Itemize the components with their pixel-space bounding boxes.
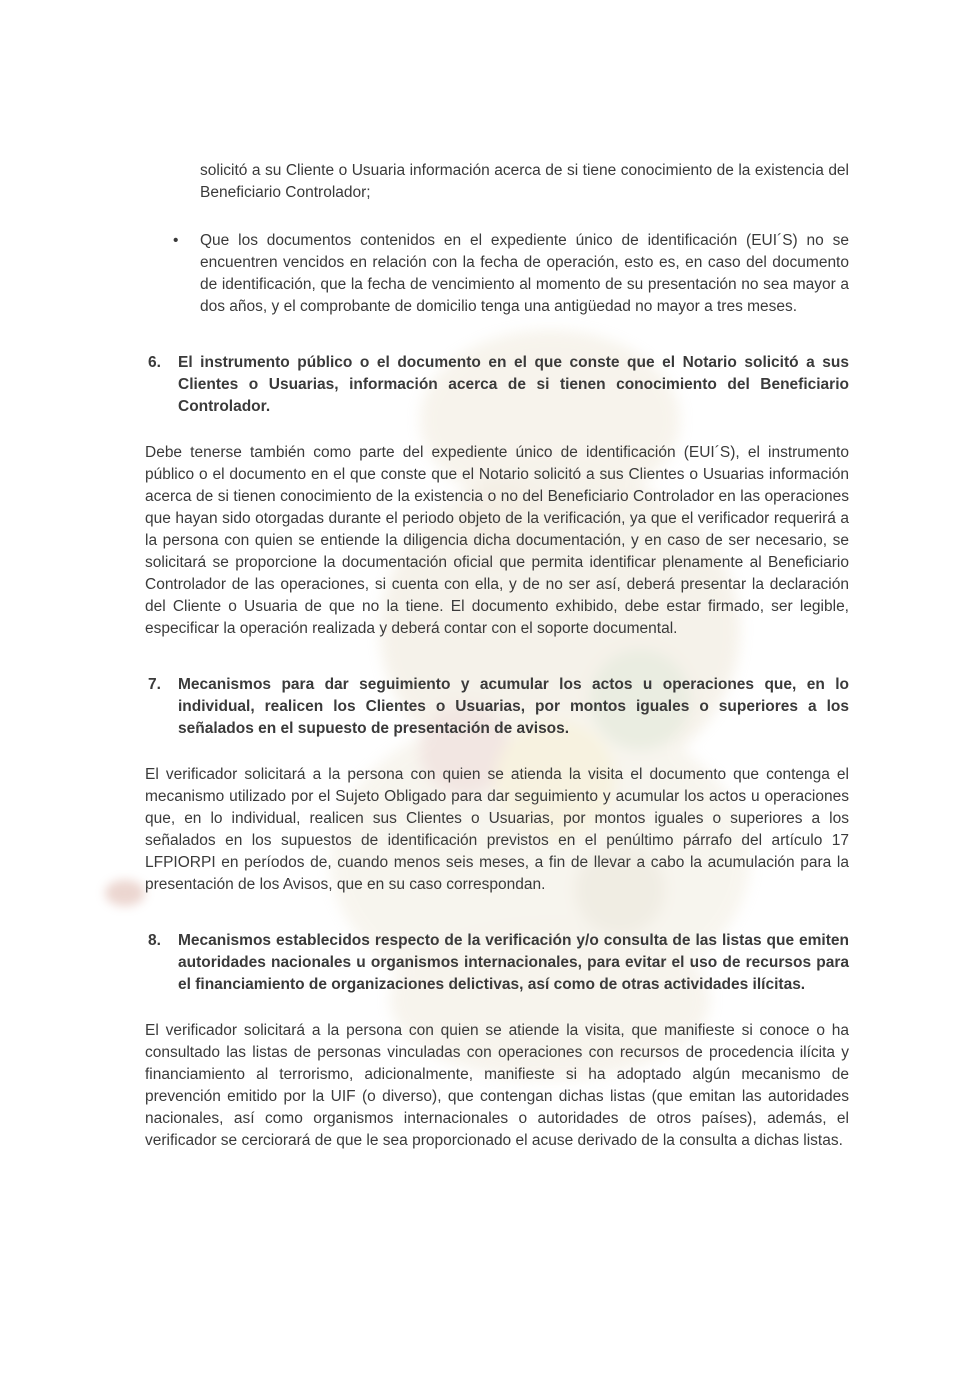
bullet-icon: • (173, 232, 179, 249)
section-8-body: El verificador solicitará a la persona con quien se atiende la visita, que manifieste si conoce o ha consultado las listas de personas vinculadas con operaciones con recursos de procedencia ilícita y financiamiento al terrorismo, adicionalmente, manifieste si ha adoptado algún mecanismo de prevención emitido por la UIF (o diverso), que contengan dichas listas (que emitan las autoridades nacionales, así como organismos internacionales o autoridades de otros países), además, el verificador se cerciorará de que le sea proporcionado el acuse derivado de la consulta a dichas listas. (145, 1022, 849, 1149)
section-6-number: 6. (148, 354, 161, 371)
section-8-heading (145, 930, 849, 996)
section-8-number: 8. (148, 932, 161, 949)
section-7-title: Mecanismos para dar seguimiento y acumular los actos u operaciones que, en lo individual, realicen los Clientes o Usuarias, por montos iguales o superiores a los señalados en el supuesto de presentación de avisos. (178, 676, 849, 737)
continuation-paragraph: solicitó a su Cliente o Usuaria información acerca de si tiene conocimiento de la existencia del Beneficiario Controlador; (200, 162, 849, 201)
bullet-text: Que los documentos contenidos en el expediente único de identificación (EUI´S) no se encuentren vencidos en relación con la fecha de operación, esto es, en caso del documento de identificación, que la fecha de vencimiento al momento de su presentación no sea mayor a dos años, y el comprobante de domicilio tenga una antigüedad no mayor a tres meses. (200, 232, 849, 315)
section-7-number: 7. (148, 676, 161, 693)
section-6-title: El instrumento público o el documento en el que conste que el Notario solicitó a sus Clientes o Usuarias, información acerca de si tienen conocimiento del Beneficiario Controlador. (178, 354, 849, 415)
section-6-body: Debe tenerse también como parte del expediente único de identificación (EUI´S), el instrumento público o el documento en el que conste que el Notario solicitó a sus Clientes o Usuarias información acerca de si tienen conocimiento de la existencia o no del Beneficiario Controlador en las operaciones que hayan sido otorgadas durante el periodo objeto de la verificación, ya que el verificador requerirá a la persona con quien se entiende la diligencia dicha documentación, y en caso de ser necesario, se solicitará se proporcione la documentación oficial que permita identificar plenamente al Beneficiario Controlador de las operaciones, si cuenta con ella, y de no ser así, deberá presentar la declaración del Cliente o Usuaria de que no la tiene. El documento exhibido, debe estar firmado, ser legible, especificar la operación realizada y deberá contar con el soporte documental. (145, 444, 849, 637)
watermark-ink-spot (105, 880, 145, 906)
section-7-body: El verificador solicitará a la persona con quien se atienda la visita el documento que contenga el mecanismo utilizado por el Sujeto Obligado para dar seguimiento y acumular los actos u operaciones que, en lo individual, realicen sus Clientes o Usuarias, por montos iguales o superiores a los señalados en los supuestos de identificación previstos en el penúltimo párrafo del artículo 17 LFPIORPI en períodos de, cuando menos seis meses, a fin de llevar a cabo la acumulación para la presentación de los Avisos, que en su caso correspondan. (145, 766, 849, 893)
document-content (145, 160, 849, 1152)
bullet-item (145, 230, 849, 318)
section-8-title: Mecanismos establecidos respecto de la verificación y/o consulta de las listas que emiten autoridades nacionales u organismos internacionales, para evitar el uso de recursos para el financiamiento de organizaciones delictivas, así como de otras actividades ilícitas. (178, 932, 849, 993)
section-6-heading (145, 352, 849, 418)
section-7-heading (145, 674, 849, 740)
